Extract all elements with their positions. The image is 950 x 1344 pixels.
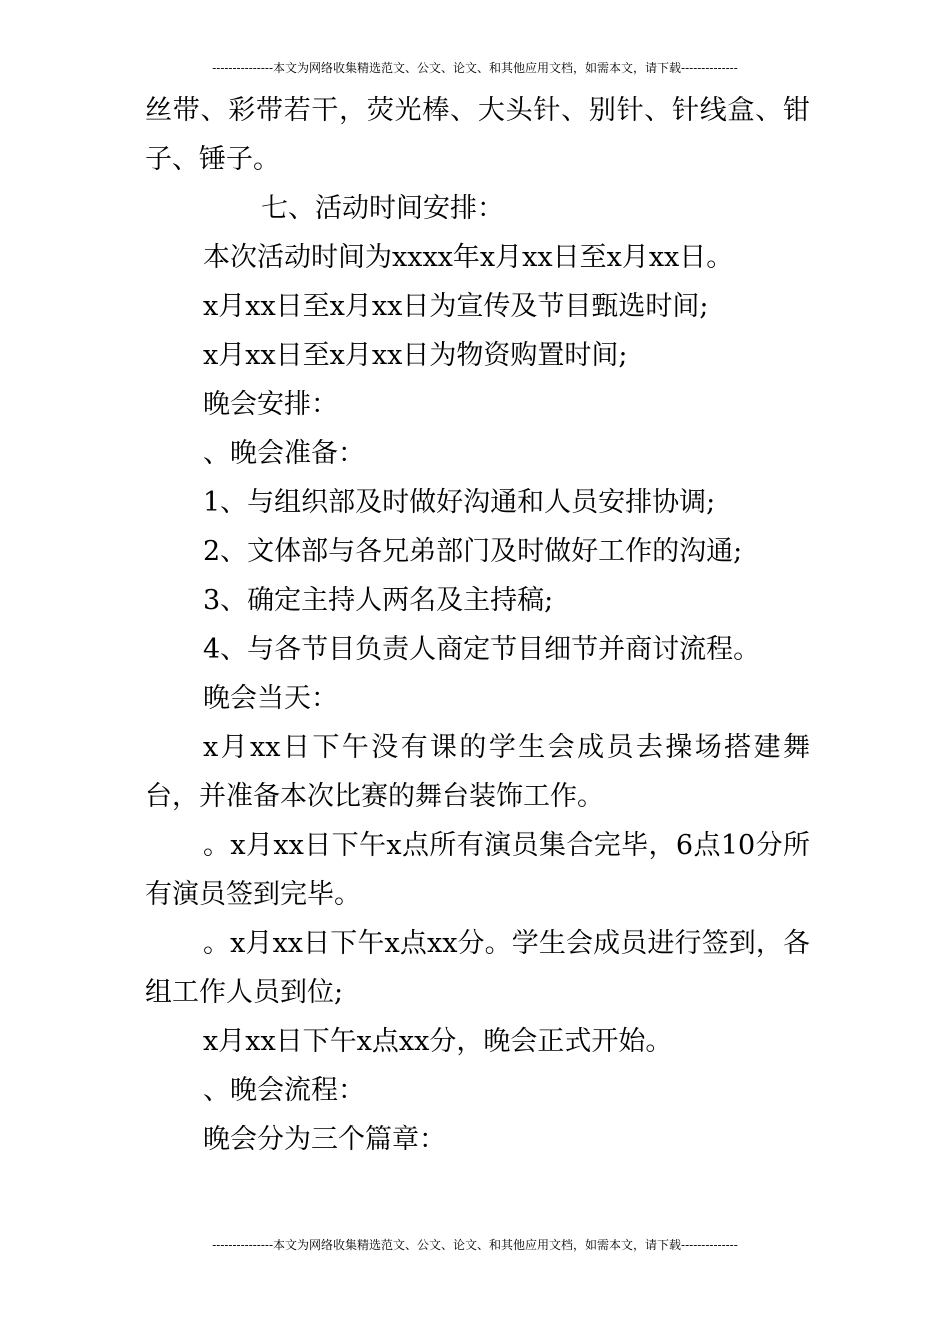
list-item-2: 2、文体部与各兄弟部门及时做好工作的沟通; bbox=[203, 536, 743, 567]
list-item-3: 3、确定主持人两名及主持稿; bbox=[203, 585, 554, 616]
paragraph-stage-setup: x月xx日下午没有课的学生会成员去操场搭建舞台，并准备本次比赛的舞台装饰工作。 bbox=[145, 732, 810, 812]
paragraph-performer-assembly: 。x月xx日下午x点所有演员集合完毕，6点10分所有演员签到完毕。 bbox=[145, 830, 810, 910]
subheading-gala-day: 晚会当天： bbox=[203, 683, 338, 714]
section-heading-schedule: 七、活动时间安排： bbox=[261, 193, 504, 224]
header-banner: ---------------本文为网络收集精选范文、公文、论文、和其他应用文档，如需本文，请下载-------------- bbox=[212, 61, 738, 75]
paragraph-staff-signin: 。x月xx日下午x点xx分。学生会成员进行签到，各组工作人员到位; bbox=[145, 928, 810, 1008]
document-body bbox=[145, 86, 810, 1164]
list-item-4: 4、与各节目负责人商定节目细节并商讨流程。 bbox=[203, 634, 761, 665]
paragraph-promotion-time: x月xx日至x月xx日为宣传及节目甄选时间; bbox=[203, 291, 709, 322]
list-item-1: 1、与组织部及时做好沟通和人员安排协调; bbox=[203, 487, 716, 518]
subheading-gala-preparation: 、晚会准备： bbox=[203, 438, 365, 469]
subheading-gala-arrangement: 晚会安排： bbox=[203, 389, 338, 420]
paragraph-three-chapters: 晚会分为三个篇章： bbox=[203, 1124, 446, 1155]
footer-banner: ---------------本文为网络收集精选范文、公文、论文、和其他应用文档，如需本文，请下载-------------- bbox=[212, 1238, 738, 1252]
paragraph-activity-time: 本次活动时间为xxxx年x月xx日至x月xx日。 bbox=[203, 242, 734, 273]
paragraph-gala-start: x月xx日下午x点xx分，晚会正式开始。 bbox=[203, 1026, 673, 1057]
paragraph-purchase-time: x月xx日至x月xx日为物资购置时间; bbox=[203, 340, 628, 371]
subheading-gala-flow: 、晚会流程： bbox=[203, 1075, 365, 1106]
paragraph-materials: 丝带、彩带若干，荧光棒、大头针、别针、针线盒、钳子、锤子。 bbox=[145, 95, 810, 175]
